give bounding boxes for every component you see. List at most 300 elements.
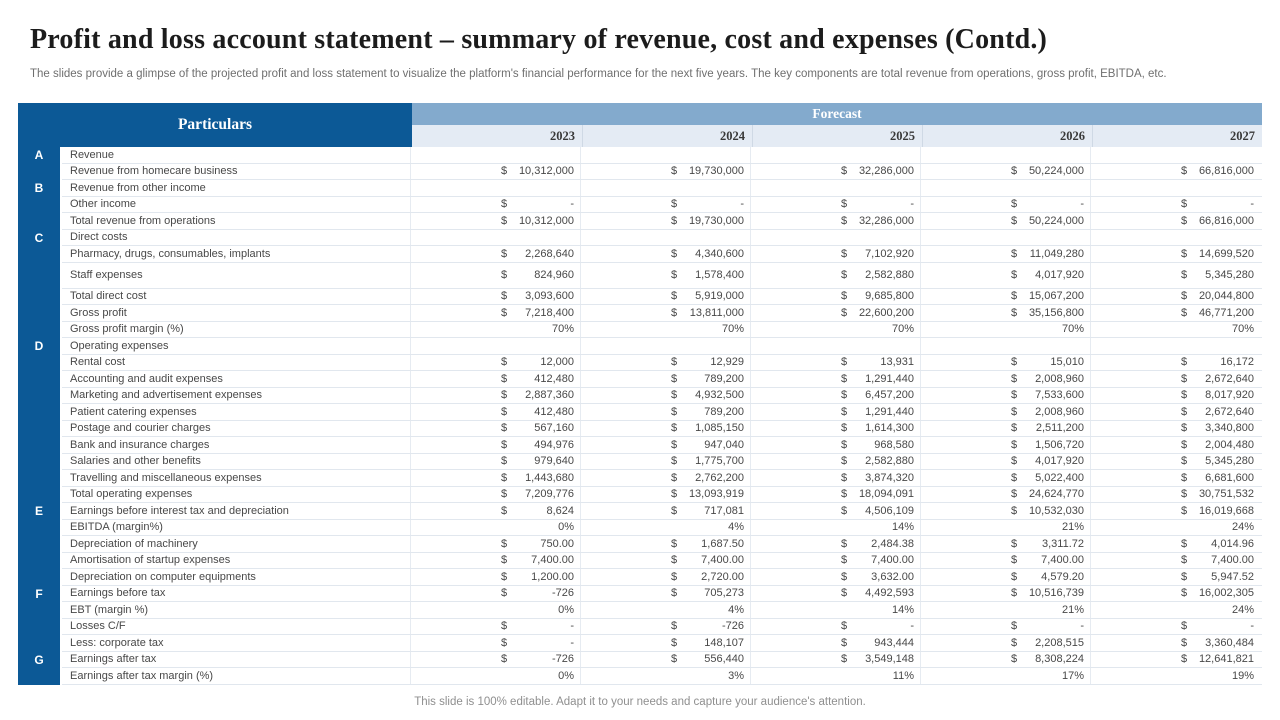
row-label: Operating expenses <box>70 339 169 352</box>
currency-symbol: $ <box>841 247 848 260</box>
value-cell <box>750 289 920 305</box>
currency-symbol: $ <box>841 471 848 484</box>
cell-value: - <box>570 636 574 649</box>
currency-symbol: $ <box>1181 405 1188 418</box>
currency-symbol: $ <box>501 247 508 260</box>
cell-value: 8,017,920 <box>1205 389 1254 402</box>
value-cell <box>750 668 920 684</box>
cell-value: 1,687.50 <box>701 537 744 550</box>
cell-value: 14% <box>891 603 914 616</box>
value-cell <box>410 355 580 371</box>
cell-value: 556,440 <box>704 653 744 666</box>
value-cell <box>410 230 580 246</box>
year-column-header: 2026 <box>922 125 1092 147</box>
value-cell <box>580 355 750 371</box>
currency-symbol: $ <box>671 356 678 369</box>
row-group-letter <box>18 388 62 405</box>
currency-symbol: $ <box>1181 198 1188 211</box>
cell-value: 4% <box>728 603 744 616</box>
currency-symbol: $ <box>1181 620 1188 633</box>
cell-value: 2,672,640 <box>1205 372 1254 385</box>
value-cell <box>920 520 1090 536</box>
currency-symbol: $ <box>1181 554 1188 567</box>
currency-symbol: $ <box>841 290 848 303</box>
currency-symbol: $ <box>501 214 508 227</box>
cell-value: 13,811,000 <box>689 306 744 319</box>
table-row <box>18 230 1262 247</box>
row-group-letter <box>18 263 62 289</box>
value-cell <box>920 213 1090 229</box>
value-cell <box>580 230 750 246</box>
value-cell <box>580 164 750 180</box>
row-label: Earnings before interest tax and depreciation <box>70 504 289 517</box>
table-row <box>18 246 1262 263</box>
cell-value: 4,932,500 <box>695 389 744 402</box>
value-cell <box>1090 602 1260 618</box>
cell-value: 10,312,000 <box>518 165 574 178</box>
cell-value: - <box>570 620 574 633</box>
row-cells <box>62 305 1262 322</box>
row-label: Staff expenses <box>70 269 143 281</box>
value-cell <box>920 147 1090 163</box>
cell-value: 1,775,700 <box>695 455 744 468</box>
row-label: Postage and courier charges <box>70 422 211 435</box>
forecast-header-group <box>412 103 1262 147</box>
row-cells <box>62 635 1262 652</box>
cell-value: 494,976 <box>534 438 574 451</box>
currency-symbol: $ <box>841 554 848 567</box>
value-cell <box>920 230 1090 246</box>
currency-symbol: $ <box>841 488 848 501</box>
cell-value: 6,457,200 <box>865 389 914 402</box>
cell-value: 3,874,320 <box>865 471 914 484</box>
slide-footer-note: This slide is 100% editable. Adapt it to your needs and capture your audience's attention. <box>414 696 866 708</box>
row-label: Earnings before tax <box>70 587 166 600</box>
table-row <box>18 553 1262 570</box>
value-cell <box>1090 421 1260 437</box>
value-cell <box>750 454 920 470</box>
table-row <box>18 454 1262 471</box>
cell-value: 0% <box>558 521 574 534</box>
cell-value: 7,400.00 <box>871 554 914 567</box>
row-cells <box>62 569 1262 586</box>
value-cell <box>410 197 580 213</box>
row-cells <box>62 536 1262 553</box>
currency-symbol: $ <box>1181 214 1188 227</box>
value-cell <box>580 213 750 229</box>
value-cell <box>580 263 750 288</box>
cell-value: 3,093,600 <box>525 290 574 303</box>
cell-value: 8,624 <box>546 504 574 517</box>
cell-value: 16,172 <box>1220 356 1254 369</box>
table-row <box>18 437 1262 454</box>
table-row <box>18 180 1262 197</box>
year-column-header: 2027 <box>1092 125 1262 147</box>
row-group-letter <box>18 322 62 339</box>
row-cells <box>62 338 1262 355</box>
row-group-letter <box>18 164 62 181</box>
currency-symbol: $ <box>841 372 848 385</box>
row-label: Gross profit margin (%) <box>70 323 184 336</box>
value-cell <box>750 553 920 569</box>
currency-symbol: $ <box>671 269 678 281</box>
value-cell <box>750 213 920 229</box>
cell-value: 3,632.00 <box>871 570 914 583</box>
currency-symbol: $ <box>1181 653 1188 666</box>
row-cells <box>62 289 1262 306</box>
value-cell <box>410 454 580 470</box>
table-row <box>18 421 1262 438</box>
row-cells <box>62 355 1262 372</box>
row-cells <box>62 602 1262 619</box>
value-cell <box>580 586 750 602</box>
value-cell <box>750 421 920 437</box>
row-label: Earnings after tax <box>70 653 157 666</box>
value-cell <box>920 305 1090 321</box>
cell-value: 2,268,640 <box>525 247 574 260</box>
value-cell <box>750 536 920 552</box>
row-cells <box>62 322 1262 339</box>
table-header <box>18 103 1262 147</box>
cell-value: 32,286,000 <box>858 214 914 227</box>
row-group-letter <box>18 619 62 636</box>
value-cell <box>410 553 580 569</box>
row-label: Salaries and other benefits <box>70 455 201 468</box>
row-group-letter: C <box>18 230 62 247</box>
value-cell <box>920 388 1090 404</box>
row-label: Direct costs <box>70 231 128 244</box>
row-label: Revenue <box>70 148 115 161</box>
currency-symbol: $ <box>501 504 508 517</box>
row-label: Rental cost <box>70 356 126 369</box>
value-cell <box>750 180 920 196</box>
cell-value: 35,156,800 <box>1028 306 1084 319</box>
table-row <box>18 213 1262 230</box>
currency-symbol: $ <box>501 636 508 649</box>
cell-value: 1,614,300 <box>865 422 914 435</box>
value-cell <box>580 305 750 321</box>
value-cell <box>410 263 580 288</box>
table-row <box>18 668 1262 685</box>
cell-value: 30,751,532 <box>1198 488 1254 501</box>
value-cell <box>750 602 920 618</box>
currency-symbol: $ <box>841 537 848 550</box>
currency-symbol: $ <box>1011 214 1018 227</box>
currency-symbol: $ <box>1181 372 1188 385</box>
value-cell <box>750 635 920 651</box>
currency-symbol: $ <box>671 389 678 402</box>
row-label: Marketing and advertisement expenses <box>70 389 262 402</box>
cell-value: 7,400.00 <box>531 554 574 567</box>
cell-value: 10,312,000 <box>518 214 574 227</box>
cell-value: 2,762,200 <box>695 471 744 484</box>
currency-symbol: $ <box>671 587 678 600</box>
currency-symbol: $ <box>841 422 848 435</box>
cell-value: 824,960 <box>534 269 574 281</box>
row-cells <box>62 454 1262 471</box>
row-label: Earnings after tax margin (%) <box>70 669 214 682</box>
value-cell <box>750 470 920 486</box>
cell-value: 968,580 <box>874 438 914 451</box>
currency-symbol: $ <box>841 269 848 281</box>
currency-symbol: $ <box>671 306 678 319</box>
cell-value: 50,224,000 <box>1028 165 1084 178</box>
currency-symbol: $ <box>841 653 848 666</box>
value-cell <box>750 322 920 338</box>
particulars-column-header: Particulars <box>18 103 412 147</box>
value-cell <box>580 246 750 262</box>
value-cell <box>580 437 750 453</box>
cell-value: 7,102,920 <box>865 247 914 260</box>
cell-value: 3,340,800 <box>1205 422 1254 435</box>
value-cell <box>1090 322 1260 338</box>
row-cells <box>62 388 1262 405</box>
cell-value: 4% <box>728 521 744 534</box>
currency-symbol: $ <box>501 587 508 600</box>
currency-symbol: $ <box>1011 422 1018 435</box>
row-group-letter: A <box>18 147 62 164</box>
value-cell <box>920 454 1090 470</box>
currency-symbol: $ <box>841 389 848 402</box>
cell-value: - <box>1250 198 1254 211</box>
value-cell <box>580 668 750 684</box>
value-cell <box>750 569 920 585</box>
row-group-letter <box>18 536 62 553</box>
currency-symbol: $ <box>501 372 508 385</box>
cell-value: 3% <box>728 669 744 682</box>
cell-value: 15,010 <box>1050 356 1084 369</box>
value-cell <box>920 437 1090 453</box>
table-row <box>18 355 1262 372</box>
row-cells <box>62 668 1262 685</box>
cell-value: 2,008,960 <box>1035 405 1084 418</box>
value-cell <box>410 520 580 536</box>
currency-symbol: $ <box>1181 471 1188 484</box>
row-cells <box>62 371 1262 388</box>
value-cell <box>580 454 750 470</box>
row-cells <box>62 487 1262 504</box>
cell-value: 16,002,305 <box>1198 587 1254 600</box>
value-cell <box>920 421 1090 437</box>
value-cell <box>1090 470 1260 486</box>
cell-value: 21% <box>1061 603 1084 616</box>
table-row <box>18 586 1262 603</box>
value-cell <box>410 536 580 552</box>
cell-value: 10,516,739 <box>1028 587 1084 600</box>
value-cell <box>410 404 580 420</box>
value-cell <box>920 180 1090 196</box>
cell-value: 5,947.52 <box>1211 570 1254 583</box>
value-cell <box>580 289 750 305</box>
cell-value: 66,816,000 <box>1198 214 1254 227</box>
value-cell <box>750 305 920 321</box>
currency-symbol: $ <box>1181 247 1188 260</box>
value-cell <box>580 520 750 536</box>
row-label: Gross profit <box>70 306 127 319</box>
cell-value: 24,624,770 <box>1028 488 1084 501</box>
currency-symbol: $ <box>501 198 508 211</box>
cell-value: 9,685,800 <box>865 290 914 303</box>
cell-value: 7,218,400 <box>525 306 574 319</box>
value-cell <box>410 246 580 262</box>
cell-value: 5,919,000 <box>695 290 744 303</box>
currency-symbol: $ <box>1011 198 1018 211</box>
currency-symbol: $ <box>1181 356 1188 369</box>
currency-symbol: $ <box>671 653 678 666</box>
value-cell <box>410 289 580 305</box>
currency-symbol: $ <box>671 455 678 468</box>
value-cell <box>1090 388 1260 404</box>
row-group-letter <box>18 404 62 421</box>
table-body <box>18 147 1262 685</box>
currency-symbol: $ <box>1011 356 1018 369</box>
cell-value: 943,444 <box>874 636 914 649</box>
table-row <box>18 164 1262 181</box>
cell-value: 21% <box>1061 521 1084 534</box>
currency-symbol: $ <box>671 504 678 517</box>
cell-value: 0% <box>558 603 574 616</box>
row-group-letter: B <box>18 180 62 197</box>
value-cell <box>750 263 920 288</box>
currency-symbol: $ <box>1011 570 1018 583</box>
cell-value: 70% <box>721 323 744 336</box>
currency-symbol: $ <box>501 290 508 303</box>
table-row <box>18 503 1262 520</box>
cell-value: 789,200 <box>704 405 744 418</box>
year-column-header: 2025 <box>752 125 922 147</box>
cell-value: 10,532,030 <box>1028 504 1084 517</box>
cell-value: 13,093,919 <box>688 488 744 501</box>
value-cell <box>1090 487 1260 503</box>
row-label: Bank and insurance charges <box>70 438 210 451</box>
value-cell <box>920 602 1090 618</box>
cell-value: 148,107 <box>704 636 744 649</box>
cell-value: 18,094,091 <box>858 488 914 501</box>
currency-symbol: $ <box>841 306 848 319</box>
row-cells <box>62 503 1262 520</box>
value-cell <box>920 503 1090 519</box>
cell-value: 1,200.00 <box>531 570 574 583</box>
cell-value: 4,492,593 <box>865 587 914 600</box>
value-cell <box>750 230 920 246</box>
value-cell <box>410 652 580 668</box>
cell-value: 46,771,200 <box>1198 306 1254 319</box>
currency-symbol: $ <box>1181 537 1188 550</box>
value-cell <box>580 503 750 519</box>
value-cell <box>1090 454 1260 470</box>
currency-symbol: $ <box>1181 306 1188 319</box>
cell-value: 7,400.00 <box>701 554 744 567</box>
value-cell <box>410 164 580 180</box>
value-cell <box>410 586 580 602</box>
cell-value: 1,506,720 <box>1035 438 1084 451</box>
value-cell <box>920 404 1090 420</box>
value-cell <box>410 371 580 387</box>
value-cell <box>1090 536 1260 552</box>
row-label: Accounting and audit expenses <box>70 372 223 385</box>
row-cells <box>62 230 1262 247</box>
cell-value: -726 <box>721 620 744 633</box>
value-cell <box>1090 635 1260 651</box>
cell-value: 5,345,280 <box>1205 455 1254 468</box>
cell-value: 567,160 <box>534 422 574 435</box>
row-group-letter <box>18 355 62 372</box>
cell-value: 14% <box>891 521 914 534</box>
currency-symbol: $ <box>841 455 848 468</box>
currency-symbol: $ <box>501 356 508 369</box>
value-cell <box>410 147 580 163</box>
cell-value: 1,443,680 <box>525 471 574 484</box>
cell-value: 5,022,400 <box>1035 471 1084 484</box>
cell-value: 2,484.38 <box>871 537 914 550</box>
row-group-letter: D <box>18 338 62 355</box>
value-cell <box>410 470 580 486</box>
currency-symbol: $ <box>501 537 508 550</box>
value-cell <box>580 338 750 354</box>
cell-value: 717,081 <box>704 504 744 517</box>
row-label: Amortisation of startup expenses <box>70 554 231 567</box>
cell-value: 1,291,440 <box>865 405 914 418</box>
row-cells <box>62 164 1262 181</box>
currency-symbol: $ <box>1181 504 1188 517</box>
cell-value: - <box>1080 198 1084 211</box>
cell-value: 2,208,515 <box>1035 636 1084 649</box>
currency-symbol: $ <box>501 471 508 484</box>
value-cell <box>580 635 750 651</box>
value-cell <box>580 322 750 338</box>
value-cell <box>410 213 580 229</box>
cell-value: 24% <box>1231 521 1254 534</box>
row-cells <box>62 246 1262 263</box>
currency-symbol: $ <box>501 438 508 451</box>
cell-value: 12,641,821 <box>1198 653 1254 666</box>
row-group-letter <box>18 520 62 537</box>
table-row <box>18 147 1262 164</box>
currency-symbol: $ <box>671 438 678 451</box>
value-cell <box>750 147 920 163</box>
year-header-row <box>412 125 1262 147</box>
table-row <box>18 263 1262 289</box>
cell-value: 70% <box>1061 323 1084 336</box>
value-cell <box>1090 668 1260 684</box>
row-cells <box>62 197 1262 214</box>
cell-value: 15,067,200 <box>1028 290 1084 303</box>
value-cell <box>410 338 580 354</box>
currency-symbol: $ <box>1181 455 1188 468</box>
cell-value: 2,672,640 <box>1205 405 1254 418</box>
value-cell <box>920 371 1090 387</box>
value-cell <box>580 388 750 404</box>
year-column-header: 2024 <box>582 125 752 147</box>
value-cell <box>750 437 920 453</box>
value-cell <box>920 338 1090 354</box>
table-row <box>18 305 1262 322</box>
row-group-letter: G <box>18 652 62 669</box>
row-label: Pharmacy, drugs, consumables, implants <box>70 247 271 260</box>
row-group-letter <box>18 668 62 685</box>
value-cell <box>580 553 750 569</box>
currency-symbol: $ <box>671 570 678 583</box>
forecast-header: Forecast <box>412 103 1262 125</box>
currency-symbol: $ <box>1011 653 1018 666</box>
currency-symbol: $ <box>501 488 508 501</box>
currency-symbol: $ <box>1011 372 1018 385</box>
row-label: Revenue from homecare business <box>70 165 238 178</box>
currency-symbol: $ <box>501 306 508 319</box>
year-column-header: 2023 <box>550 128 575 143</box>
row-group-letter <box>18 421 62 438</box>
currency-symbol: $ <box>671 290 678 303</box>
